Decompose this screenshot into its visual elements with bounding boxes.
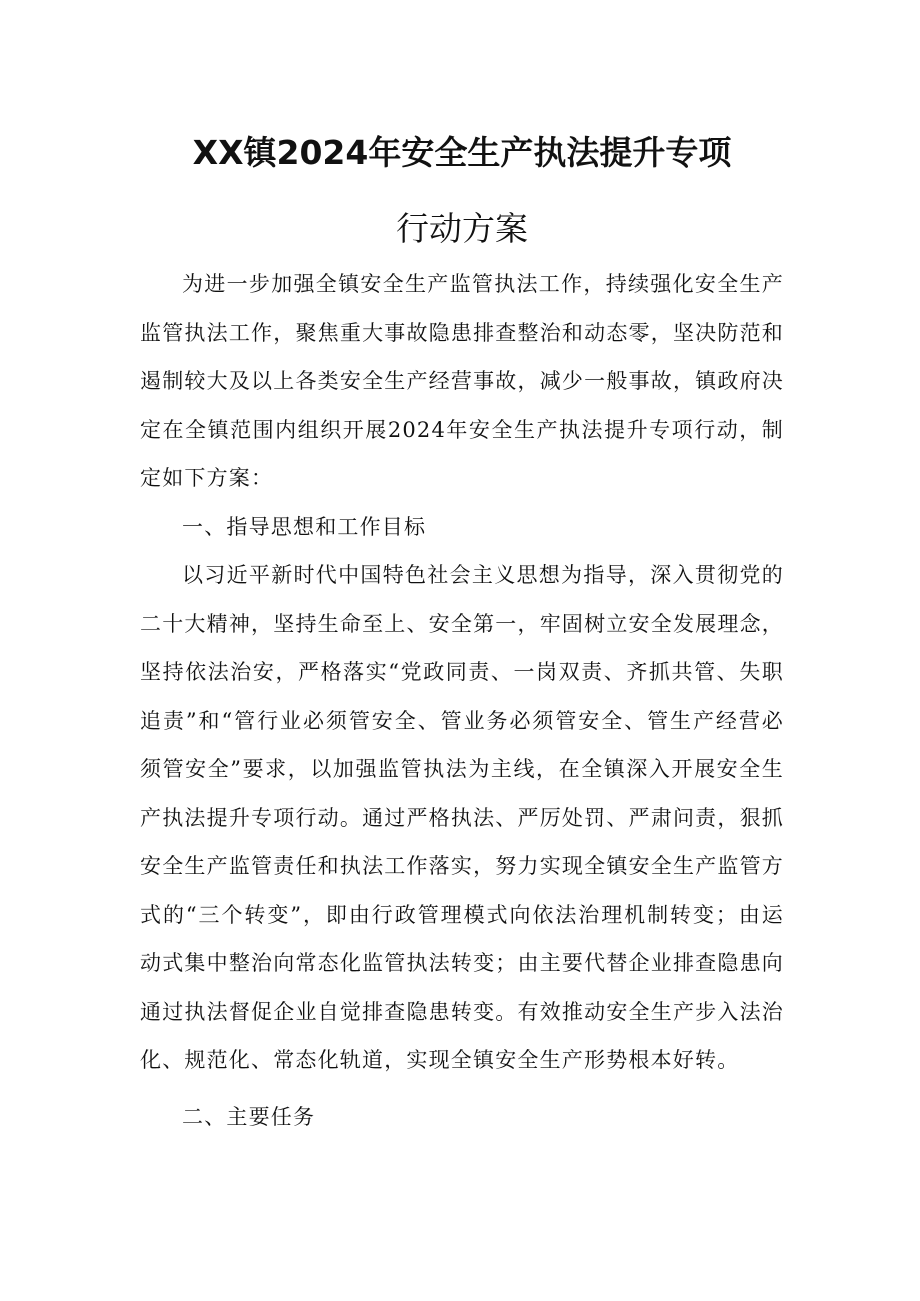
section2-heading: 二、主要任务 [182, 1104, 316, 1129]
section1-heading: 一、指导思想和工作目标 [182, 514, 427, 539]
document-title-line1: XX镇2024年安全生产执法提升专项 [192, 133, 732, 172]
document-title-line2: 行动方案 [396, 209, 528, 248]
document-body [140, 260, 784, 1141]
section1-paragraph: 以习近平新时代中国特色社会主义思想为指导，深入贯彻党的二十大精神，坚持生命至上、安全第一，牢固树立安全发展理念，坚持依法治安，严格落实“党政同责、一岗双责、齐抓共管、失职追责”和“管行业必须管安全、管业务必须管安全、管生产经营必须管安全”要求，以加强监管执法为主线，在全镇深入开展安全生产执法提升专项行动。通过严格执法、严厉处罚、严肃问责，狠抓安全生产监管责任和执法工作落实，努力实现全镇安全生产监管方式的“三个转变”，即由行政管理模式向依法治理机制转变；由运动式集中整治向常态化监管执法转变；由主要代替企业排查隐患向通过执法督促企业自觉排查隐患转变。有效推动安全生产步入法治化、规范化、常态化轨道，实现全镇安全生产形势根本好转。 [140, 563, 784, 1072]
intro-paragraph: 为进一步加强全镇安全生产监管执法工作，持续强化安全生产监管执法工作，聚焦重大事故隐患排查整治和动态零，坚决防范和遏制较大及以上各类安全生产经营事故，减少一般事故，镇政府决定在全镇范围内组织开展2024年安全生产执法提升专项行动，制定如下方案： [140, 272, 784, 490]
